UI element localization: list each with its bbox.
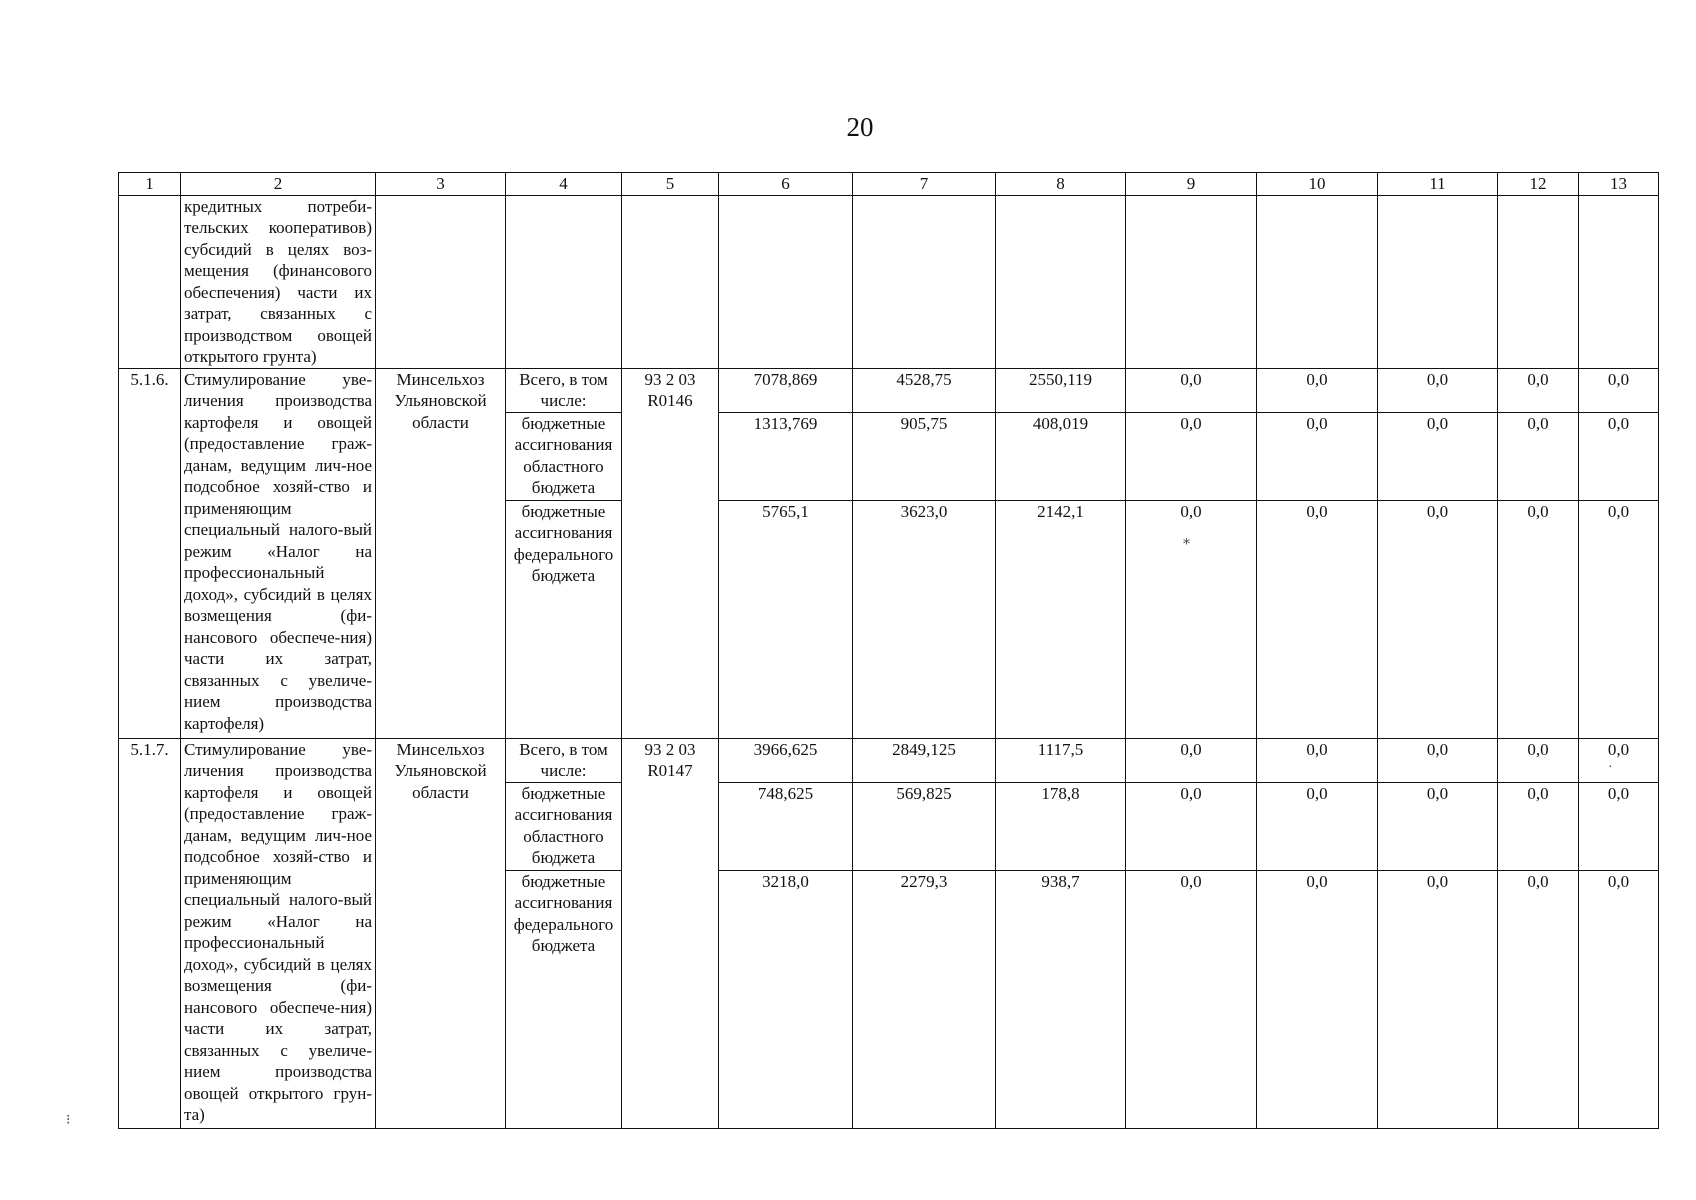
column-header: 10 (1257, 173, 1378, 196)
value-cell: 178,8 (996, 782, 1126, 870)
row-budget-code: 93 2 03 R0146 (622, 368, 719, 738)
source-label: Всего, в том числе: (506, 738, 622, 782)
column-header: 7 (853, 173, 996, 196)
scan-speck: ⁎ (1183, 533, 1190, 548)
row-description: Стимулирование уве-личения производства картофеля и овощей (предоставление граж-данам, ведущим лич-ное подсобное хозяй-ство и применяющим специальный налого-вый режим «Налог на профессиональный доход», субсидий в целях возмещения (фи-нансового обеспече-ния) части их затрат, связанных с увеличе-нием производства картофеля) (181, 368, 376, 738)
value-cell: 0,0 (1378, 738, 1498, 782)
value-cell: 4528,75 (853, 368, 996, 412)
value-cell: 0,0 (1498, 738, 1579, 782)
value-cell: 0,0 (1257, 500, 1378, 738)
row-budget-code: 93 2 03 R0147 (622, 738, 719, 1128)
value-cell: 0,0 (1126, 412, 1257, 500)
value-cell: 0,0 (1378, 500, 1498, 738)
table-row (119, 738, 1659, 782)
value-cell: 0,0 (1126, 870, 1257, 1128)
value-cell: 0,0 (1378, 870, 1498, 1128)
column-header: 1 (119, 173, 181, 196)
column-header: 9 (1126, 173, 1257, 196)
value-cell: 905,75 (853, 412, 996, 500)
value-cell: 2142,1 (996, 500, 1126, 738)
value-cell: 0,0 (1257, 782, 1378, 870)
page-number: 20 (846, 112, 874, 142)
column-header: 4 (506, 173, 622, 196)
value-cell: 0,0 (1126, 782, 1257, 870)
value-cell: 0,0 (1126, 500, 1257, 738)
value-cell: 0,0 (1257, 368, 1378, 412)
value-cell: 0,0 (1498, 870, 1579, 1128)
column-header: 12 (1498, 173, 1579, 196)
value-cell: 408,019 (996, 412, 1126, 500)
value-cell: 0,0 (1257, 738, 1378, 782)
budget-table (118, 172, 1659, 1129)
value-cell: 0,0 (1126, 368, 1257, 412)
value-cell: 3966,625 (719, 738, 853, 782)
column-header: 3 (376, 173, 506, 196)
value-cell: 2849,125 (853, 738, 996, 782)
row-code: 5.1.6. (119, 368, 181, 738)
value-cell: 7078,869 (719, 368, 853, 412)
value-cell: 1313,769 (719, 412, 853, 500)
row-executor: Минсельхоз Ульяновской области (376, 738, 506, 1128)
value-cell: 1117,5 (996, 738, 1126, 782)
source-label: бюджетные ассигнования федерального бюджета (506, 500, 622, 738)
column-header: 11 (1378, 173, 1498, 196)
value-cell: 0,0 (1579, 782, 1659, 870)
row-executor: Минсельхоз Ульяновской области (376, 368, 506, 738)
scan-speck: · (1608, 760, 1613, 775)
value-cell: 0,0 (1498, 368, 1579, 412)
value-cell: 0,0 (1378, 412, 1498, 500)
row-description: Стимулирование уве-личения производства картофеля и овощей (предоставление граж-данам, ведущим лич-ное подсобное хозяй-ство и применяющим специальный налого-вый режим «Налог на профессиональный доход», субсидий в целях возмещения (фи-нансового обеспече-ния) части их затрат, связанных с увеличе-нием производства овощей открытого грун-та) (181, 738, 376, 1128)
value-cell: 0,0 (1579, 738, 1659, 782)
column-header: 2 (181, 173, 376, 196)
value-cell: 0,0 (1579, 368, 1659, 412)
scan-speck: ⁝ (66, 1113, 71, 1128)
column-header: 8 (996, 173, 1126, 196)
value-cell: 0,0 (1378, 782, 1498, 870)
value-cell: 2279,3 (853, 870, 996, 1128)
value-cell: 0,0 (1498, 412, 1579, 500)
value-cell: 3218,0 (719, 870, 853, 1128)
value-cell: 0,0 (1378, 368, 1498, 412)
value-cell: 938,7 (996, 870, 1126, 1128)
table-row (119, 368, 1659, 412)
value-cell: 0,0 (1579, 500, 1659, 738)
value-cell: 0,0 (1579, 412, 1659, 500)
continuation-row (119, 195, 1659, 368)
source-label: бюджетные ассигнования областного бюджета (506, 412, 622, 500)
value-cell: 3623,0 (853, 500, 996, 738)
source-label: бюджетные ассигнования областного бюджета (506, 782, 622, 870)
column-header: 6 (719, 173, 853, 196)
value-cell: 748,625 (719, 782, 853, 870)
value-cell: 5765,1 (719, 500, 853, 738)
value-cell: 569,825 (853, 782, 996, 870)
column-number-row (119, 173, 1659, 196)
row-code: 5.1.7. (119, 738, 181, 1128)
source-label: бюджетные ассигнования федерального бюджета (506, 870, 622, 1128)
value-cell: 0,0 (1257, 870, 1378, 1128)
column-header: 5 (622, 173, 719, 196)
column-header: 13 (1579, 173, 1659, 196)
value-cell: 0,0 (1498, 500, 1579, 738)
source-label: Всего, в том числе: (506, 368, 622, 412)
value-cell: 0,0 (1257, 412, 1378, 500)
value-cell: 0,0 (1126, 738, 1257, 782)
continuation-description: кредитных потреби-тельских кооперативов) субсидий в целях воз-мещения (финансового обеспечения) части их затрат, связанных с производством овощей открытого грунта) (181, 195, 376, 368)
value-cell: 0,0 (1498, 782, 1579, 870)
value-cell: 2550,119 (996, 368, 1126, 412)
value-cell: 0,0 (1579, 870, 1659, 1128)
